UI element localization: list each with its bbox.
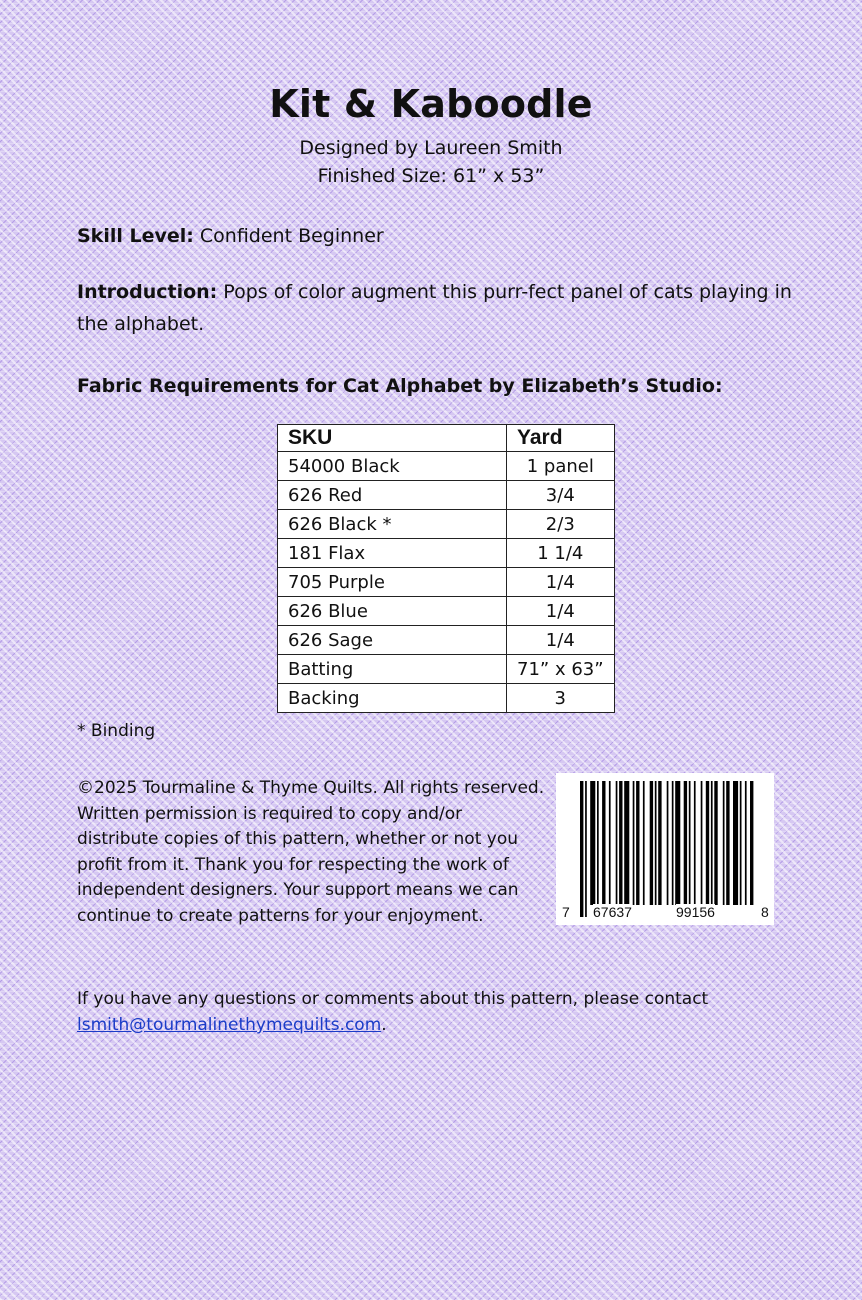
barcode-bar bbox=[675, 781, 680, 905]
yard-cell: 2/3 bbox=[507, 510, 615, 539]
barcode-first-digit: 7 bbox=[562, 904, 570, 920]
barcode-bars bbox=[556, 773, 774, 925]
sku-cell: 181 Flax bbox=[278, 539, 507, 568]
contact-email-link[interactable]: lsmith@tourmalinethymequilts.com bbox=[77, 1015, 382, 1035]
table-row bbox=[278, 568, 615, 597]
table-row bbox=[278, 510, 615, 539]
yard-cell: 1/4 bbox=[507, 597, 615, 626]
barcode-bar bbox=[745, 781, 747, 905]
barcode-bar bbox=[750, 781, 753, 905]
sku-cell: 705 Purple bbox=[278, 568, 507, 597]
barcode-bar bbox=[667, 781, 669, 905]
sku-cell: 626 Black * bbox=[278, 510, 507, 539]
sku-cell: Backing bbox=[278, 684, 507, 713]
introduction-text: Pops of color augment this purr-fect panel of cats playing in the alphabet. bbox=[77, 281, 792, 335]
column-header-sku: SKU bbox=[278, 425, 507, 452]
pattern-title: Kit & Kaboodle bbox=[269, 82, 593, 126]
barcode-bar bbox=[733, 781, 738, 905]
table-row bbox=[278, 481, 615, 510]
barcode-bar bbox=[714, 781, 717, 905]
table-row bbox=[278, 655, 615, 684]
barcode-bar bbox=[616, 781, 618, 905]
table-row bbox=[278, 452, 615, 481]
binding-footnote: * Binding bbox=[77, 721, 156, 741]
sku-cell: 54000 Black bbox=[278, 452, 507, 481]
sku-cell: 626 Sage bbox=[278, 626, 507, 655]
table-header-row bbox=[278, 425, 615, 452]
yard-cell: 1/4 bbox=[507, 626, 615, 655]
fabric-table bbox=[277, 424, 615, 713]
barcode bbox=[556, 773, 774, 925]
barcode-bar bbox=[740, 781, 742, 905]
contact-suffix: . bbox=[381, 1015, 387, 1035]
barcode-bar bbox=[624, 781, 629, 905]
skill-level-value: Confident Beginner bbox=[193, 225, 384, 247]
barcode-bar bbox=[580, 781, 583, 917]
sku-cell: 626 Blue bbox=[278, 597, 507, 626]
barcode-bar bbox=[672, 781, 674, 905]
yard-cell: 3 bbox=[507, 684, 615, 713]
skill-level bbox=[77, 220, 797, 252]
barcode-bar bbox=[650, 781, 653, 905]
table-row bbox=[278, 597, 615, 626]
yard-cell: 71” x 63” bbox=[507, 655, 615, 684]
barcode-bar bbox=[590, 781, 595, 905]
yard-cell: 1 panel bbox=[507, 452, 615, 481]
barcode-right-digits: 99156 bbox=[676, 904, 715, 920]
barcode-left-digits: 67637 bbox=[593, 904, 632, 920]
introduction bbox=[77, 276, 797, 340]
barcode-bar bbox=[585, 781, 587, 917]
barcode-bar bbox=[701, 781, 703, 905]
barcode-bar bbox=[694, 781, 696, 905]
designer-line: Designed by Laureen Smith bbox=[299, 137, 563, 159]
yard-cell: 1 1/4 bbox=[507, 539, 615, 568]
contact-text: If you have any questions or comments about this pattern, please contact bbox=[77, 989, 709, 1009]
barcode-bar bbox=[597, 781, 599, 905]
sku-cell: 626 Red bbox=[278, 481, 507, 510]
introduction-label: Introduction: bbox=[77, 281, 218, 303]
yard-cell: 3/4 bbox=[507, 481, 615, 510]
column-header-yard: Yard bbox=[507, 425, 615, 452]
barcode-bar bbox=[723, 781, 725, 905]
barcode-bar bbox=[726, 781, 729, 905]
contact-paragraph bbox=[77, 986, 837, 1038]
barcode-bar bbox=[602, 781, 605, 905]
yard-cell: 1/4 bbox=[507, 568, 615, 597]
barcode-bar bbox=[633, 781, 635, 905]
barcode-bar bbox=[643, 781, 645, 905]
barcode-last-digit: 8 bbox=[761, 904, 769, 920]
copyright-notice: ©2025 Tourmaline & Thyme Quilts. All rights reserved. Written permission is required to copy and/or distribute copies of this pattern, whether or not you profit from it. Thank you for respecting the work of independent designers. Your support means we can continue to create patterns for your enjoyment. bbox=[77, 778, 545, 926]
finished-size-line: Finished Size: 61” x 53” bbox=[317, 165, 545, 187]
barcode-bar bbox=[619, 781, 622, 905]
sku-cell: Batting bbox=[278, 655, 507, 684]
barcode-bar bbox=[655, 781, 657, 905]
table-row bbox=[278, 539, 615, 568]
barcode-bar bbox=[689, 781, 691, 905]
barcode-bar bbox=[706, 781, 709, 905]
barcode-bar bbox=[658, 781, 661, 905]
barcode-bar bbox=[636, 781, 639, 905]
table-row bbox=[278, 626, 615, 655]
barcode-bar bbox=[711, 781, 713, 905]
table-row bbox=[278, 684, 615, 713]
barcode-bar bbox=[609, 781, 611, 905]
skill-level-label: Skill Level: bbox=[77, 225, 194, 247]
barcode-bar bbox=[684, 781, 687, 905]
fabric-requirements-heading: Fabric Requirements for Cat Alphabet by Elizabeth’s Studio: bbox=[77, 375, 723, 397]
